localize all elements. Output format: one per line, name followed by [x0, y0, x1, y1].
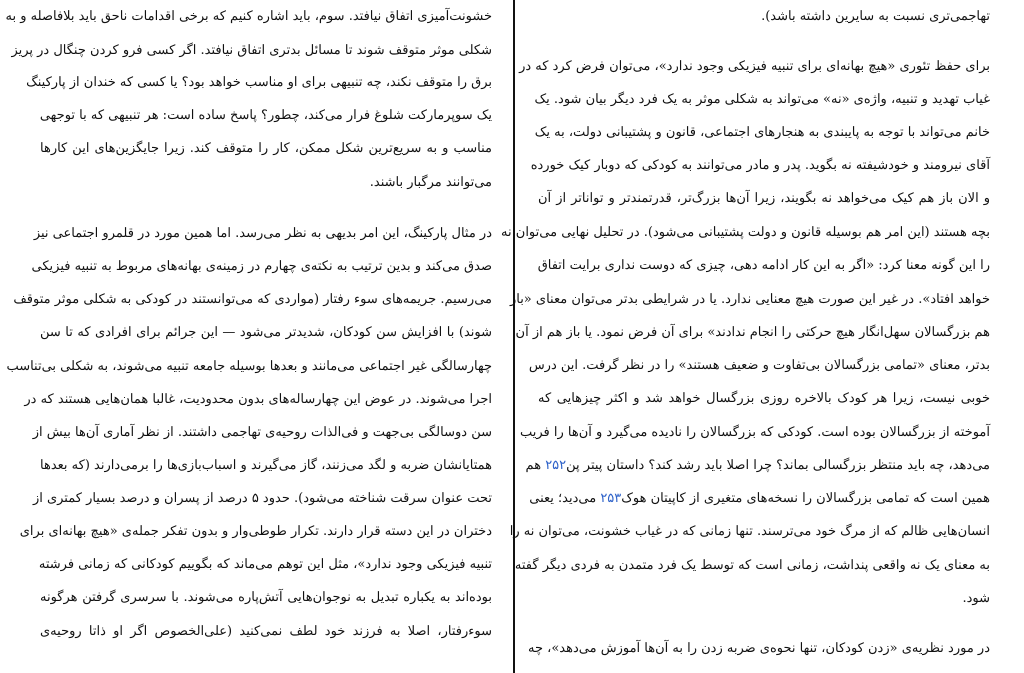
text-line: غیاب تهدید و تنبیه، واژه‌ی «نه» می‌تواند به شکلی موثر به یک فرد دیگر بیان شود. یک [534, 92, 990, 107]
footnote-ref-link[interactable]: ۲۵۲ [545, 458, 567, 473]
paragraph-end-line: می‌توانند مرگبار باشند. [369, 175, 492, 190]
text-line: انسان‌هایی ظالم که از مرگ خود می‌ترسند. تنها زمانی که در غیاب خشونت، می‌توان نه را [509, 524, 990, 539]
text-line: را این گونه معنا کرد: «اگر به این کار ادامه دهی، چیزی که دوست نداری برایت اتفاق [537, 258, 990, 273]
text-line: در مثال پارکینگ، این امر بدیهی به نظر می‌رسد. اما همین مورد در قلمرو اجتماعی نیز [33, 226, 492, 241]
footnote-ref-link[interactable]: ۲۵۳ [600, 491, 622, 506]
text-line: در مورد نظریه‌ی «زدن کودکان، تنها نحوه‌ی ضربه زدن را به آن‌ها آموزش می‌دهد»، چه [528, 641, 990, 656]
text-line: همتایانشان ضربه و لگد می‌زنند، گاز می‌گیرند و اسباب‌بازی‌ها را برمی‌دارند (که بعدها [40, 458, 492, 473]
text-line: مناسب و به سریع‌ترین شکل ممکن، کار را متوقف کند. زیرا جایگزین‌های این کارها [40, 141, 492, 156]
paragraph-end-line: تهاجمی‌تری نسبت به سایرین داشته باشد). [761, 9, 990, 24]
text-line: برق را متوقف نکند، چه تنبیهی برای او مناسب خواهد بود؟ یا کسی که خندان از پارکینگ [26, 75, 492, 90]
text-line: برای حفظ تئوری «هیچ بهانه‌ای برای تنبیه فیزیکی وجود ندارد»، می‌توان فرض کرد که در [519, 59, 990, 74]
text-line: سوءرفتار، اصلا به فرزند خود لطف نمی‌کنید (علی‌الخصوص اگر او ذاتا روحیه‌ی [40, 624, 492, 639]
text-line: تنبیه فیزیکی وجود ندارد»، مثل این توهم می‌ماند که بگوییم کودکانی که زمانی فرشته [38, 557, 492, 572]
line-text: می‌دهد، چه باید منتظر بزرگسالی بماند؟ چرا اصلا باید رشد کند؟ داستان پیتر پن [566, 458, 990, 473]
text-line: آموخته از بزرگسالان بوده است. کودکی که بزرگسالان را نادیده می‌گیرد و آن‌ها را فریب [519, 425, 990, 440]
text-line: خشونت‌آمیزی اتفاق نیافتد. سوم، باید اشاره کنیم که برخی اقدامات ناحق باید بلافاصله و به [5, 9, 492, 24]
text-line: صدق می‌کند و بدین ترتیب به نکته‌ی چهارم در زمینه‌ی بهانه‌های مربوط به تنبیه فیزیکی [31, 259, 492, 274]
text-line: خوبی نیست، زیرا هر کودک بالاخره روزی بزرگسال خواهد شد و اکثر چیزهایی که [538, 391, 990, 406]
text-line: اجرا می‌شوند. در عوض این چهارساله‌های بدون محدودیت، غالبا همان‌هایی هستند که در [24, 392, 492, 407]
right-page [501, 0, 990, 673]
line-text: همین است که تمامی بزرگسالان را نسخه‌های متغیری از کاپیتان هوک [621, 491, 990, 506]
line-text: می‌دید؛ یعنی [529, 491, 601, 506]
text-line: چهارسالگی غیر اجتماعی می‌مانند و بعدها بوسیله جامعه تنبیه می‌شوند، به شکلی بی‌تناسب [6, 359, 492, 374]
paragraph-end-line: شود. [962, 591, 990, 606]
text-line: سن دوسالگی بی‌جهت و فی‌الذات روحیه‌ی تهاجمی داشتند. از نظر آماری آن‌ها بیش از [32, 425, 492, 440]
text-line: می‌رسیم. جریمه‌های سوء رفتار (مواردی که می‌توانستند در کودکی به شکلی موثر متوقف [13, 292, 492, 307]
text-line: به معنای یک نه واقعی پنداشت، زمانی است که توسط یک فرد متمدن به فردی دیگر گفته [514, 558, 990, 573]
text-line: بدتر، معنای «تمامی بزرگسالان بی‌تفاوت و ضعیف هستند» را در نظر گرفت. این درس [528, 358, 990, 373]
line-text: هم [525, 458, 546, 473]
text-line: یک سوپرمارکت شلوغ فرار می‌کند، چطور؟ پاسخ ساده است: هر تنبیهی که با توجهی [39, 108, 492, 123]
text-line-with-footnote [525, 451, 990, 481]
text-line: خانم می‌تواند با توجه به پایبندی به هنجارهای اجتماعی، قانون و پشتیبانی دولت، به یک [534, 125, 990, 140]
left-page [5, 0, 492, 673]
text-line: و الان باز هم کیک می‌خواهد نه بگویند، زیرا آن‌ها بزرگ‌تر، قدرتمندتر و تواناتر از آن [538, 191, 990, 206]
text-line: خواهد افتاد». در غیر این صورت هیچ معنایی ندارد. یا در شرایطی بدتر می‌توان معنای «باز [509, 292, 990, 307]
text-line: بوده‌اند به یکباره تبدیل به نوجوان‌هایی آتش‌پاره می‌شوند. با سرسری گرفتن هرگونه [40, 590, 492, 605]
text-line: دختران در این دسته قرار دارند. تکرار طوطی‌وار و بدون تفکر جمله‌ی «هیچ بهانه‌ای برای [19, 524, 492, 539]
text-line-with-footnote [529, 484, 990, 514]
text-line: شکلی موثر متوقف شوند تا مسائل بدتری اتفاق نیافتد. اگر کسی فرو کردن چنگال در پریز [11, 43, 492, 58]
text-line: شوند) با افزایش سن کودکان، شدیدتر می‌شود — این جرائم برای افرادی که تا سن [40, 325, 492, 340]
text-line: آقای نیرومند و خودشیفته نه بگوید. پدر و مادر می‌توانند به کودکی که دوبار کیک خورده [530, 158, 990, 173]
text-line: هم بزرگسالان سهل‌انگار هیچ حرکتی را انجام ندادند» برای آن فرض نمود. یا باز هم از آن [515, 325, 990, 340]
text-line: بچه هستند (این امر هم بوسیله قانون و دولت پشتیبانی می‌شود). در تحلیل نهایی می‌توان نه [501, 225, 990, 240]
text-line: تحت عنوان سرقت شناخته می‌شود). حدود ۵ درصد از پسران و درصد بسیار کمتری از [32, 491, 492, 506]
